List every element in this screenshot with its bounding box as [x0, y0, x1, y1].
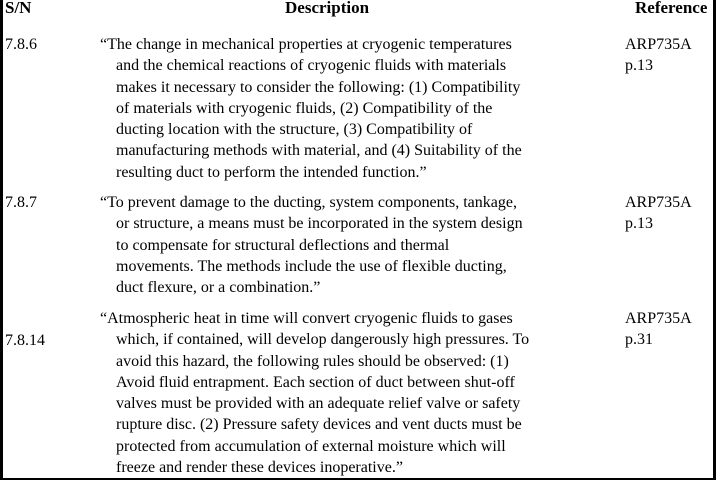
header-sn: S/N	[5, 0, 32, 17]
row-sn: 7.8.6	[5, 36, 37, 53]
row-reference	[625, 192, 692, 235]
description-line: manufacturing methods with material, and (4) Suitability of the	[116, 142, 522, 160]
table-header	[3, 0, 716, 22]
description-line: to compensate for structural deflections and thermal	[116, 236, 450, 254]
description-line: “Atmospheric heat in time will convert cryogenic fluids to gases	[100, 310, 513, 327]
reference-page: p.31	[625, 331, 653, 349]
description-line: freeze and render these devices inoperative.”	[116, 459, 403, 477]
header-description: Description	[285, 0, 370, 17]
description-line: avoid this hazard, the following rules should be observed: (1)	[116, 352, 509, 370]
row-sn: 7.8.14	[5, 332, 45, 349]
description-line: ducting location with the structure, (3) Compatibility of	[116, 121, 473, 139]
reference-doc: ARP735A	[625, 194, 692, 211]
description-line: movements. The methods include the use of flexible ducting,	[116, 257, 507, 275]
description-line: makes it necessary to consider the following: (1) Compatibility	[116, 78, 521, 96]
description-line: “The change in mechanical properties at cryogenic temperatures	[100, 36, 512, 53]
row-description	[100, 192, 580, 298]
description-line: Avoid fluid entrapment. Each section of duct between shut-off	[116, 373, 515, 391]
header-reference: Reference	[635, 0, 708, 17]
row-description	[100, 308, 580, 478]
reference-page: p.13	[625, 57, 653, 75]
description-line: resulting duct to perform the intended function.”	[116, 163, 427, 181]
description-line: rupture disc. (2) Pressure safety devices and vent ducts must be	[116, 416, 522, 434]
description-line: protected from accumulation of external moisture which will	[116, 437, 506, 455]
row-sn: 7.8.7	[5, 194, 37, 211]
description-line: duct flexure, or a combination.”	[116, 279, 321, 297]
description-line: or structure, a means must be incorporated in the system design	[116, 215, 523, 233]
description-line: of materials with cryogenic fluids, (2) Compatibility of the	[116, 99, 493, 117]
reference-page: p.13	[625, 215, 653, 233]
description-line: valves must be provided with an adequate relief valve or safety	[116, 395, 521, 413]
row-reference	[625, 308, 692, 351]
row-reference	[625, 34, 692, 77]
description-line: “To prevent damage to the ducting, system components, tankage,	[100, 194, 517, 211]
description-line: and the chemical reactions of cryogenic fluids with materials	[116, 57, 507, 75]
description-line: which, if contained, will develop dangerously high pressures. To	[116, 331, 530, 349]
row-description	[100, 34, 580, 183]
reference-doc: ARP735A	[625, 36, 692, 53]
reference-doc: ARP735A	[625, 310, 692, 327]
